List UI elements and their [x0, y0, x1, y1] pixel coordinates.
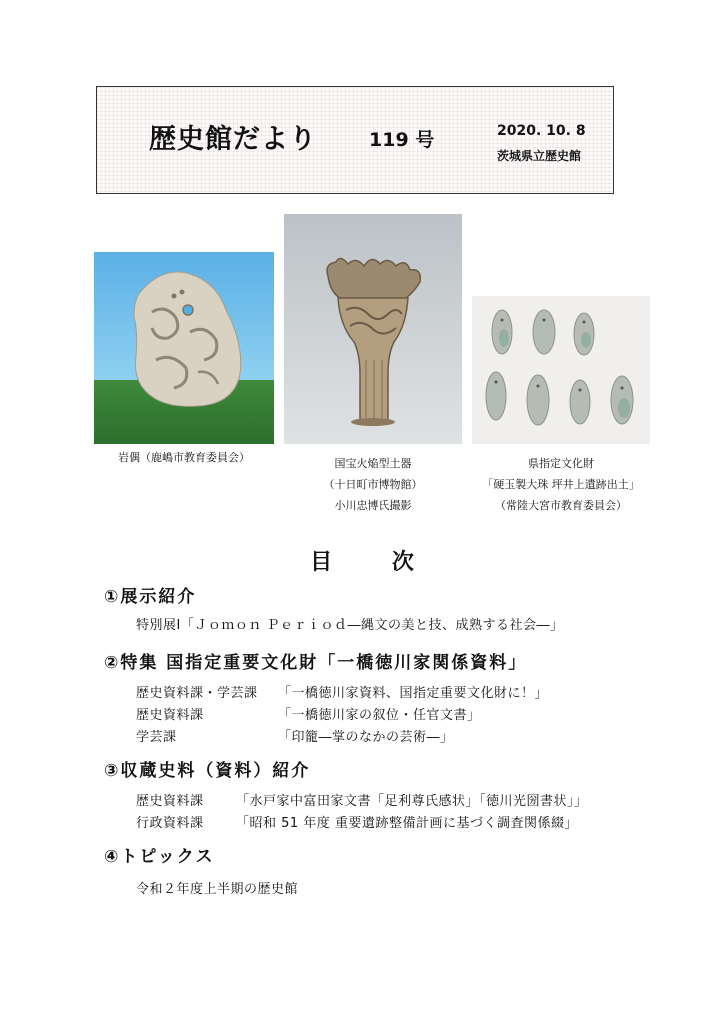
- toc-item-text: 「水戸家中富田家文書「足利尊氏感状」「徳川光圀書状」」: [236, 794, 588, 809]
- toc-item-text: 「印籠―掌のなかの芸術―」: [278, 730, 454, 745]
- toc-section-4-item-1: [136, 878, 298, 897]
- clay-figurine-image: [94, 252, 274, 444]
- toc-item-text: 特別展Ⅰ「Ｊｏｍｏｎ Ｐｅｒｉｏｄ―縄文の美と技、成熟する社会―」: [136, 618, 564, 633]
- caption-flame-pottery-line1: 国宝火焔型土器: [334, 457, 412, 470]
- toc-item-dept: 歴史資料課・学芸課: [136, 686, 258, 701]
- photo-jade-beads: [472, 296, 650, 444]
- toc-item-text: 令和２年度上半期の歴史館: [136, 882, 299, 897]
- caption-flame-pottery-line3: 小川忠博氏撮影: [334, 499, 412, 512]
- issue-date: 2020. 10. 8: [497, 123, 586, 139]
- newsletter-header: [96, 86, 614, 194]
- issue-number: 119 号: [369, 129, 435, 151]
- toc-item-dept: 行政資料課: [136, 816, 204, 831]
- toc-item-text: 「一橋徳川家資料、国指定重要文化財に！」: [278, 686, 549, 701]
- toc-section-1-item-1: [136, 614, 563, 633]
- toc-section-1-heading: ①展示紹介: [104, 587, 197, 607]
- toc-section-3-item-1: [136, 790, 588, 809]
- caption-jade-beads-line2: 「硬玉製大珠 坪井上遺跡出土」: [482, 478, 640, 491]
- photo-clay-figurine: [94, 252, 274, 444]
- publisher-name: 茨城県立歴史館: [497, 149, 582, 163]
- toc-item-dept: 学芸課: [136, 730, 177, 745]
- caption-clay-figurine: 岩偶（鹿嶋市教育委員会）: [118, 451, 250, 464]
- photo-flame-pottery: [284, 214, 462, 444]
- caption-jade-beads-line1: 県指定文化財: [528, 457, 594, 470]
- toc-section-3-heading: ③収蔵史料（資料）紹介: [104, 761, 311, 781]
- toc-section-2-item-3: [136, 726, 454, 745]
- toc-item-text: 「昭和 51 年度 重要遺跡整備計画に基づく調査関係綴」: [236, 816, 578, 831]
- toc-section-2-item-1: [136, 682, 548, 701]
- newsletter-title: 歴史館だより: [149, 124, 317, 155]
- caption-flame-pottery-line2: （十日町市博物館）: [323, 478, 423, 491]
- toc-section-2-heading: ②特集 国指定重要文化財「一橋徳川家関係資料」: [104, 653, 528, 673]
- caption-jade-beads-line3: （常陸大宮市教育委員会）: [495, 499, 627, 512]
- toc-section-4-heading: ④トピックス: [104, 847, 215, 867]
- jade-beads-image: [472, 296, 650, 444]
- flame-pottery-image: [284, 214, 462, 444]
- toc-section-2-item-2: [136, 704, 481, 723]
- toc-item-dept: 歴史資料課: [136, 794, 204, 809]
- toc-section-3-item-2: [136, 812, 578, 831]
- toc-item-dept: 歴史資料課: [136, 708, 204, 723]
- toc-title: 目 次: [310, 550, 440, 575]
- toc-item-text: 「一橋徳川家の叙位・任官文書」: [278, 708, 481, 723]
